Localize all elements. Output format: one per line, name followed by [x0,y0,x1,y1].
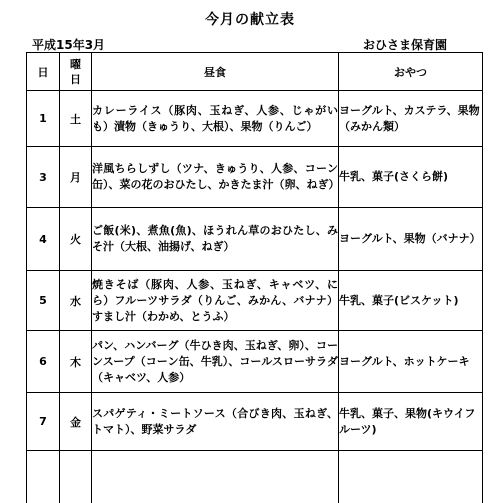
menu-table [26,52,483,503]
table-row [27,331,483,393]
table-header-row [27,53,483,91]
row-day: 5 [27,271,60,331]
empty-cell [60,451,92,503]
school-name: おひさま保育園 [363,38,448,52]
menu-date: 平成15年3月 [32,38,106,52]
row-day-of-week: 月 [60,147,92,208]
row-day: 4 [27,208,60,271]
header-day-of-week [60,53,92,91]
row-day: 1 [27,91,60,147]
row-lunch: パン、ハンバーグ（牛ひき肉、玉ねぎ、卵）、コーンスープ（コーン缶、牛乳）、コールスローサラダ（キャベツ、人参） [92,331,339,393]
empty-cell [339,451,483,503]
header-snack: おやつ [339,53,483,91]
empty-cell [27,451,60,503]
row-lunch: 焼きそば（豚肉、人参、玉ねぎ、キャベツ、にら）フルーツサラダ（りんご、みかん、バナナ）すまし汁（わかめ、とうふ） [92,271,339,331]
page-title: 今月の献立表 [205,12,295,28]
table-row-empty [27,451,483,503]
row-day: 7 [27,393,60,451]
row-snack: 牛乳、菓子(さくら餅) [339,147,483,208]
row-lunch: カレーライス（豚肉、玉ねぎ、人参、じゃがいも）漬物（きゅうり、大根）、果物（りんご） [92,91,339,147]
table-row [27,271,483,331]
header-day: 日 [27,53,60,91]
row-snack: 牛乳、菓子、果物(キウイフルーツ) [339,393,483,451]
table-row [27,208,483,271]
row-snack: ヨーグルト、ホットケーキ [339,331,483,393]
table-row [27,147,483,208]
row-snack: ヨーグルト、カステラ、果物（みかん類） [339,91,483,147]
header-dow-line1: 曜 [70,57,81,71]
row-lunch: ご飯(米)、煮魚(魚)、ほうれん草のおひたし、みそ汁（大根、油揚げ、ねぎ） [92,208,339,271]
row-snack: ヨーグルト、果物（バナナ） [339,208,483,271]
table-row [27,91,483,147]
row-day-of-week: 火 [60,208,92,271]
row-lunch: 洋風ちらしずし（ツナ、きゅうり、人参、コーン缶）、菜の花のおひたし、かきたま汁（卵、ねぎ） [92,147,339,208]
row-lunch: スパゲティ・ミートソース（合びき肉、玉ねぎ、トマト）、野菜サラダ [92,393,339,451]
table-row [27,393,483,451]
row-day-of-week: 金 [60,393,92,451]
header-lunch: 昼食 [92,53,339,91]
row-day-of-week: 水 [60,271,92,331]
row-day: 3 [27,147,60,208]
header-dow-line2: 日 [70,72,81,86]
row-day-of-week: 土 [60,91,92,147]
row-day-of-week: 木 [60,331,92,393]
row-snack: 牛乳、菓子(ビスケット) [339,271,483,331]
row-day: 6 [27,331,60,393]
empty-cell [92,451,339,503]
